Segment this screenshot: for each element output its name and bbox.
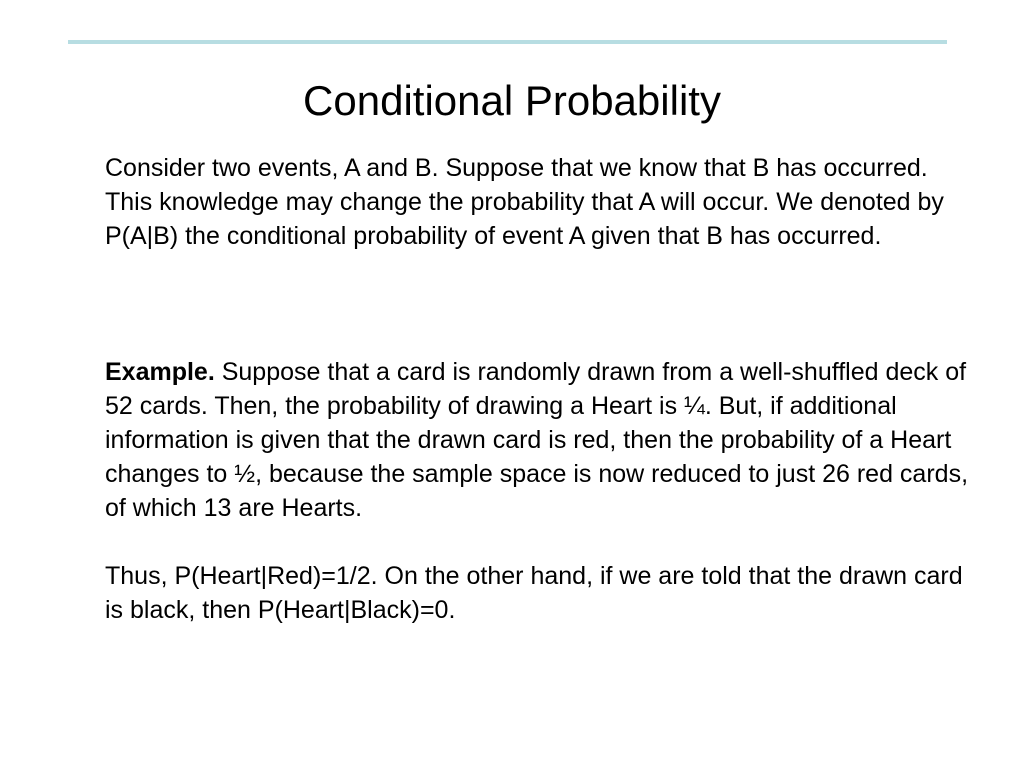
slide-title: Conditional Probability — [303, 77, 721, 124]
definition-paragraph: Consider two events, A and B. Suppose that we know that B has occurred. This knowledge may change the probability that A will occur. We denoted by P(A|B) the conditional probability of event A given that B has occurred. — [105, 154, 944, 250]
example-paragraph — [105, 355, 975, 525]
example-text: Suppose that a card is randomly drawn from a well-shuffled deck of 52 cards. Then, the probability of drawing a Heart is ¼. But, if additional information is given that the drawn card is red, then the probability of a Heart changes to ½, because the sample space is now reduced to just 26 red cards, of which 13 are Hearts. — [105, 358, 969, 522]
conclusion-paragraph: Thus, P(Heart|Red)=1/2. On the other hand, if we are told that the drawn card is black, then P(Heart|Black)=0. — [105, 562, 963, 624]
top-divider-line — [68, 40, 947, 44]
example-label: Example. — [105, 358, 215, 386]
